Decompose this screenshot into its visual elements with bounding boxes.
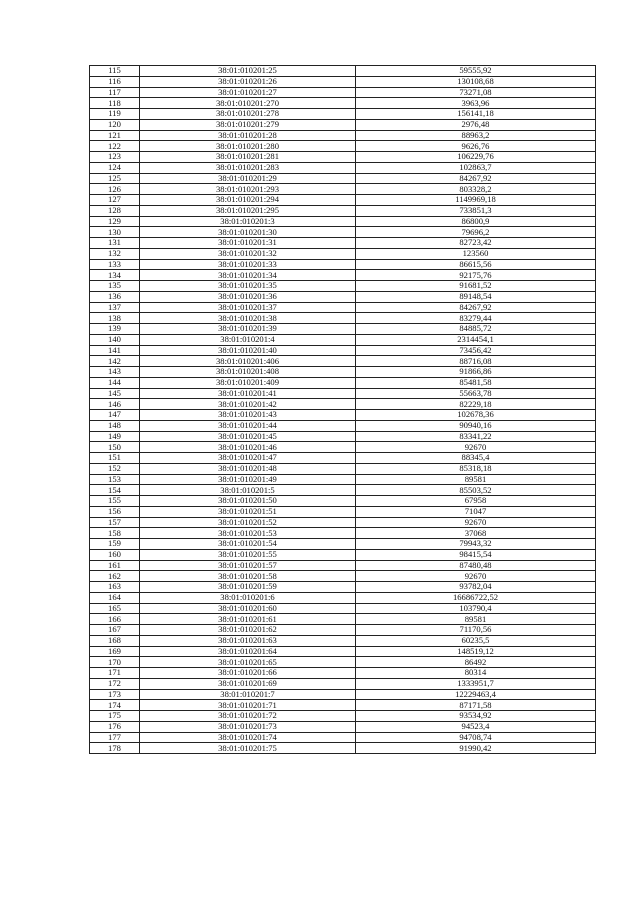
- row-number: 172: [90, 678, 140, 689]
- table-row: [90, 635, 596, 646]
- row-number: 170: [90, 657, 140, 668]
- table-row: [90, 528, 596, 539]
- cadastral-value: 102678,36: [356, 410, 596, 421]
- table-row: [90, 291, 596, 302]
- cadastral-number: 38:01:010201:66: [140, 668, 356, 679]
- cadastral-value: 55663,78: [356, 388, 596, 399]
- row-number: 133: [90, 259, 140, 270]
- cadastral-number: 38:01:010201:49: [140, 474, 356, 485]
- cadastral-value: 148519,12: [356, 646, 596, 657]
- cadastral-value: 90940,16: [356, 420, 596, 431]
- row-number: 116: [90, 76, 140, 87]
- cadastral-value: 85318,18: [356, 463, 596, 474]
- row-number: 120: [90, 119, 140, 130]
- cadastral-number: 38:01:010201:31: [140, 238, 356, 249]
- table-row: [90, 324, 596, 335]
- cadastral-value: 2314454,1: [356, 334, 596, 345]
- cadastral-number: 38:01:010201:3: [140, 216, 356, 227]
- cadastral-value: 89581: [356, 614, 596, 625]
- row-number: 143: [90, 367, 140, 378]
- cadastral-number: 38:01:010201:51: [140, 506, 356, 517]
- cadastral-number: 38:01:010201:29: [140, 173, 356, 184]
- row-number: 153: [90, 474, 140, 485]
- row-number: 163: [90, 582, 140, 593]
- table-row: [90, 162, 596, 173]
- cadastral-value: 91681,52: [356, 281, 596, 292]
- cadastral-value: 60235,5: [356, 635, 596, 646]
- table-row: [90, 367, 596, 378]
- cadastral-value: 87171,58: [356, 700, 596, 711]
- cadastral-value: 2976,48: [356, 119, 596, 130]
- table-row: [90, 539, 596, 550]
- cadastral-number: 38:01:010201:406: [140, 356, 356, 367]
- table-row: [90, 356, 596, 367]
- row-number: 128: [90, 205, 140, 216]
- row-number: 168: [90, 635, 140, 646]
- row-number: 119: [90, 109, 140, 120]
- cadastral-value: 92670: [356, 442, 596, 453]
- table-row: [90, 420, 596, 431]
- table-row: [90, 463, 596, 474]
- cadastral-value: 79696,2: [356, 227, 596, 238]
- cadastral-number: 38:01:010201:281: [140, 152, 356, 163]
- table-row: [90, 410, 596, 421]
- cadastral-number: 38:01:010201:294: [140, 195, 356, 206]
- table-row: [90, 711, 596, 722]
- table-row: [90, 496, 596, 507]
- row-number: 123: [90, 152, 140, 163]
- cadastral-number: 38:01:010201:37: [140, 302, 356, 313]
- table-row: [90, 119, 596, 130]
- cadastral-value: 93782,04: [356, 582, 596, 593]
- row-number: 130: [90, 227, 140, 238]
- table-row: [90, 66, 596, 77]
- row-number: 157: [90, 517, 140, 528]
- row-number: 122: [90, 141, 140, 152]
- cadastral-number: 38:01:010201:279: [140, 119, 356, 130]
- cadastral-number: 38:01:010201:74: [140, 732, 356, 743]
- row-number: 155: [90, 496, 140, 507]
- cadastral-value: 733851,3: [356, 205, 596, 216]
- cadastral-number: 38:01:010201:7: [140, 689, 356, 700]
- cadastral-value: 88716,08: [356, 356, 596, 367]
- table-row: [90, 141, 596, 152]
- cadastral-value: 83279,44: [356, 313, 596, 324]
- row-number: 173: [90, 689, 140, 700]
- table-row: [90, 87, 596, 98]
- cadastral-value: 94523,4: [356, 721, 596, 732]
- cadastral-number: 38:01:010201:55: [140, 549, 356, 560]
- cadastral-number: 38:01:010201:58: [140, 571, 356, 582]
- row-number: 136: [90, 291, 140, 302]
- cadastral-number: 38:01:010201:44: [140, 420, 356, 431]
- cadastral-value: 156141,18: [356, 109, 596, 120]
- cadastral-number: 38:01:010201:69: [140, 678, 356, 689]
- cadastral-value: 130108,68: [356, 76, 596, 87]
- row-number: 164: [90, 592, 140, 603]
- cadastral-value: 89148,54: [356, 291, 596, 302]
- cadastral-value: 88345,4: [356, 453, 596, 464]
- table-row: [90, 700, 596, 711]
- row-number: 174: [90, 700, 140, 711]
- cadastral-value: 86800,9: [356, 216, 596, 227]
- cadastral-value: 86615,56: [356, 259, 596, 270]
- cadastral-value: 98415,54: [356, 549, 596, 560]
- table-row: [90, 571, 596, 582]
- cadastral-value: 103790,4: [356, 603, 596, 614]
- cadastral-value: 102863,7: [356, 162, 596, 173]
- table-row: [90, 281, 596, 292]
- table-row: [90, 614, 596, 625]
- row-number: 166: [90, 614, 140, 625]
- cadastral-number: 38:01:010201:408: [140, 367, 356, 378]
- cadastral-number: 38:01:010201:72: [140, 711, 356, 722]
- table-body: [90, 66, 596, 754]
- cadastral-number: 38:01:010201:38: [140, 313, 356, 324]
- table-row: [90, 195, 596, 206]
- table-row: [90, 76, 596, 87]
- cadastral-number: 38:01:010201:43: [140, 410, 356, 421]
- cadastral-number: 38:01:010201:283: [140, 162, 356, 173]
- table-row: [90, 238, 596, 249]
- table-row: [90, 485, 596, 496]
- table-row: [90, 517, 596, 528]
- cadastral-number: 38:01:010201:64: [140, 646, 356, 657]
- table-row: [90, 646, 596, 657]
- row-number: 152: [90, 463, 140, 474]
- table-row: [90, 98, 596, 109]
- row-number: 149: [90, 431, 140, 442]
- row-number: 176: [90, 721, 140, 732]
- cadastral-number: 38:01:010201:34: [140, 270, 356, 281]
- row-number: 154: [90, 485, 140, 496]
- cadastral-number: 38:01:010201:63: [140, 635, 356, 646]
- table-row: [90, 603, 596, 614]
- row-number: 160: [90, 549, 140, 560]
- table-row: [90, 216, 596, 227]
- row-number: 142: [90, 356, 140, 367]
- cadastral-number: 38:01:010201:54: [140, 539, 356, 550]
- cadastral-number: 38:01:010201:278: [140, 109, 356, 120]
- cadastral-number: 38:01:010201:50: [140, 496, 356, 507]
- cadastral-number: 38:01:010201:35: [140, 281, 356, 292]
- cadastral-number: 38:01:010201:61: [140, 614, 356, 625]
- cadastral-number: 38:01:010201:270: [140, 98, 356, 109]
- cadastral-number: 38:01:010201:33: [140, 259, 356, 270]
- cadastral-value: 84267,92: [356, 173, 596, 184]
- row-number: 159: [90, 539, 140, 550]
- cadastral-value: 87480,48: [356, 560, 596, 571]
- cadastral-value: 73271,08: [356, 87, 596, 98]
- cadastral-number: 38:01:010201:53: [140, 528, 356, 539]
- cadastral-number: 38:01:010201:42: [140, 399, 356, 410]
- cadastral-number: 38:01:010201:27: [140, 87, 356, 98]
- cadastral-number: 38:01:010201:36: [140, 291, 356, 302]
- cadastral-value: 106229,76: [356, 152, 596, 163]
- row-number: 140: [90, 334, 140, 345]
- cadastral-number: 38:01:010201:5: [140, 485, 356, 496]
- cadastral-value-table: [89, 65, 596, 754]
- cadastral-number: 38:01:010201:25: [140, 66, 356, 77]
- row-number: 135: [90, 281, 140, 292]
- row-number: 169: [90, 646, 140, 657]
- cadastral-number: 38:01:010201:40: [140, 345, 356, 356]
- cadastral-value: 803328,2: [356, 184, 596, 195]
- cadastral-value: 89581: [356, 474, 596, 485]
- cadastral-number: 38:01:010201:71: [140, 700, 356, 711]
- row-number: 134: [90, 270, 140, 281]
- row-number: 147: [90, 410, 140, 421]
- cadastral-number: 38:01:010201:32: [140, 248, 356, 259]
- cadastral-number: 38:01:010201:295: [140, 205, 356, 216]
- table-row: [90, 506, 596, 517]
- row-number: 126: [90, 184, 140, 195]
- table-row: [90, 560, 596, 571]
- cadastral-value: 3963,96: [356, 98, 596, 109]
- cadastral-number: 38:01:010201:47: [140, 453, 356, 464]
- cadastral-number: 38:01:010201:6: [140, 592, 356, 603]
- row-number: 150: [90, 442, 140, 453]
- table-row: [90, 399, 596, 410]
- cadastral-value: 91990,42: [356, 743, 596, 754]
- row-number: 145: [90, 388, 140, 399]
- table-row: [90, 668, 596, 679]
- cadastral-value: 37068: [356, 528, 596, 539]
- cadastral-number: 38:01:010201:73: [140, 721, 356, 732]
- row-number: 167: [90, 625, 140, 636]
- cadastral-value: 85481,58: [356, 377, 596, 388]
- cadastral-value: 9626,76: [356, 141, 596, 152]
- cadastral-value: 93534,92: [356, 711, 596, 722]
- table-row: [90, 431, 596, 442]
- row-number: 178: [90, 743, 140, 754]
- cadastral-value: 92670: [356, 517, 596, 528]
- table-row: [90, 152, 596, 163]
- cadastral-value: 71047: [356, 506, 596, 517]
- row-number: 171: [90, 668, 140, 679]
- table-row: [90, 743, 596, 754]
- cadastral-value: 82723,42: [356, 238, 596, 249]
- cadastral-value: 86492: [356, 657, 596, 668]
- table-row: [90, 721, 596, 732]
- row-number: 146: [90, 399, 140, 410]
- table-row: [90, 442, 596, 453]
- cadastral-value: 92670: [356, 571, 596, 582]
- row-number: 125: [90, 173, 140, 184]
- row-number: 137: [90, 302, 140, 313]
- cadastral-number: 38:01:010201:62: [140, 625, 356, 636]
- table-row: [90, 302, 596, 313]
- cadastral-number: 38:01:010201:59: [140, 582, 356, 593]
- cadastral-value: 84885,72: [356, 324, 596, 335]
- table-row: [90, 205, 596, 216]
- row-number: 124: [90, 162, 140, 173]
- table-row: [90, 678, 596, 689]
- cadastral-number: 38:01:010201:39: [140, 324, 356, 335]
- cadastral-value: 1333951,7: [356, 678, 596, 689]
- cadastral-number: 38:01:010201:28: [140, 130, 356, 141]
- table-row: [90, 732, 596, 743]
- table-row: [90, 582, 596, 593]
- table-row: [90, 657, 596, 668]
- table-row: [90, 592, 596, 603]
- cadastral-value: 1149969,18: [356, 195, 596, 206]
- row-number: 118: [90, 98, 140, 109]
- cadastral-value: 79943,32: [356, 539, 596, 550]
- row-number: 117: [90, 87, 140, 98]
- row-number: 165: [90, 603, 140, 614]
- row-number: 175: [90, 711, 140, 722]
- cadastral-value: 80314: [356, 668, 596, 679]
- table-row: [90, 474, 596, 485]
- cadastral-value: 71170,56: [356, 625, 596, 636]
- cadastral-number: 38:01:010201:4: [140, 334, 356, 345]
- cadastral-number: 38:01:010201:60: [140, 603, 356, 614]
- cadastral-value: 92175,76: [356, 270, 596, 281]
- cadastral-number: 38:01:010201:30: [140, 227, 356, 238]
- cadastral-value: 12229463,4: [356, 689, 596, 700]
- table-row: [90, 388, 596, 399]
- table-row: [90, 173, 596, 184]
- table-row: [90, 549, 596, 560]
- cadastral-value: 94708,74: [356, 732, 596, 743]
- cadastral-number: 38:01:010201:409: [140, 377, 356, 388]
- cadastral-value: 16686722,52: [356, 592, 596, 603]
- table-row: [90, 453, 596, 464]
- row-number: 162: [90, 571, 140, 582]
- row-number: 151: [90, 453, 140, 464]
- table-row: [90, 625, 596, 636]
- cadastral-value: 84267,92: [356, 302, 596, 313]
- row-number: 127: [90, 195, 140, 206]
- cadastral-number: 38:01:010201:52: [140, 517, 356, 528]
- row-number: 141: [90, 345, 140, 356]
- row-number: 132: [90, 248, 140, 259]
- row-number: 161: [90, 560, 140, 571]
- row-number: 129: [90, 216, 140, 227]
- row-number: 156: [90, 506, 140, 517]
- row-number: 144: [90, 377, 140, 388]
- cadastral-number: 38:01:010201:65: [140, 657, 356, 668]
- table-row: [90, 184, 596, 195]
- row-number: 177: [90, 732, 140, 743]
- cadastral-number: 38:01:010201:293: [140, 184, 356, 195]
- cadastral-number: 38:01:010201:48: [140, 463, 356, 474]
- cadastral-value: 59555,92: [356, 66, 596, 77]
- table-row: [90, 689, 596, 700]
- cadastral-value: 83341,22: [356, 431, 596, 442]
- row-number: 131: [90, 238, 140, 249]
- table-row: [90, 270, 596, 281]
- table-row: [90, 109, 596, 120]
- row-number: 148: [90, 420, 140, 431]
- cadastral-number: 38:01:010201:75: [140, 743, 356, 754]
- cadastral-value: 88963,2: [356, 130, 596, 141]
- table-row: [90, 130, 596, 141]
- cadastral-value: 123560: [356, 248, 596, 259]
- table-row: [90, 259, 596, 270]
- cadastral-value: 67958: [356, 496, 596, 507]
- row-number: 139: [90, 324, 140, 335]
- table-row: [90, 227, 596, 238]
- table-row: [90, 313, 596, 324]
- cadastral-value: 91866,86: [356, 367, 596, 378]
- table-row: [90, 334, 596, 345]
- cadastral-number: 38:01:010201:26: [140, 76, 356, 87]
- cadastral-value: 85503,52: [356, 485, 596, 496]
- cadastral-value: 82229,18: [356, 399, 596, 410]
- cadastral-number: 38:01:010201:280: [140, 141, 356, 152]
- row-number: 121: [90, 130, 140, 141]
- cadastral-number: 38:01:010201:46: [140, 442, 356, 453]
- cadastral-number: 38:01:010201:57: [140, 560, 356, 571]
- cadastral-value: 73456,42: [356, 345, 596, 356]
- table-row: [90, 345, 596, 356]
- table-row: [90, 377, 596, 388]
- row-number: 158: [90, 528, 140, 539]
- cadastral-number: 38:01:010201:45: [140, 431, 356, 442]
- row-number: 115: [90, 66, 140, 77]
- table-row: [90, 248, 596, 259]
- row-number: 138: [90, 313, 140, 324]
- cadastral-number: 38:01:010201:41: [140, 388, 356, 399]
